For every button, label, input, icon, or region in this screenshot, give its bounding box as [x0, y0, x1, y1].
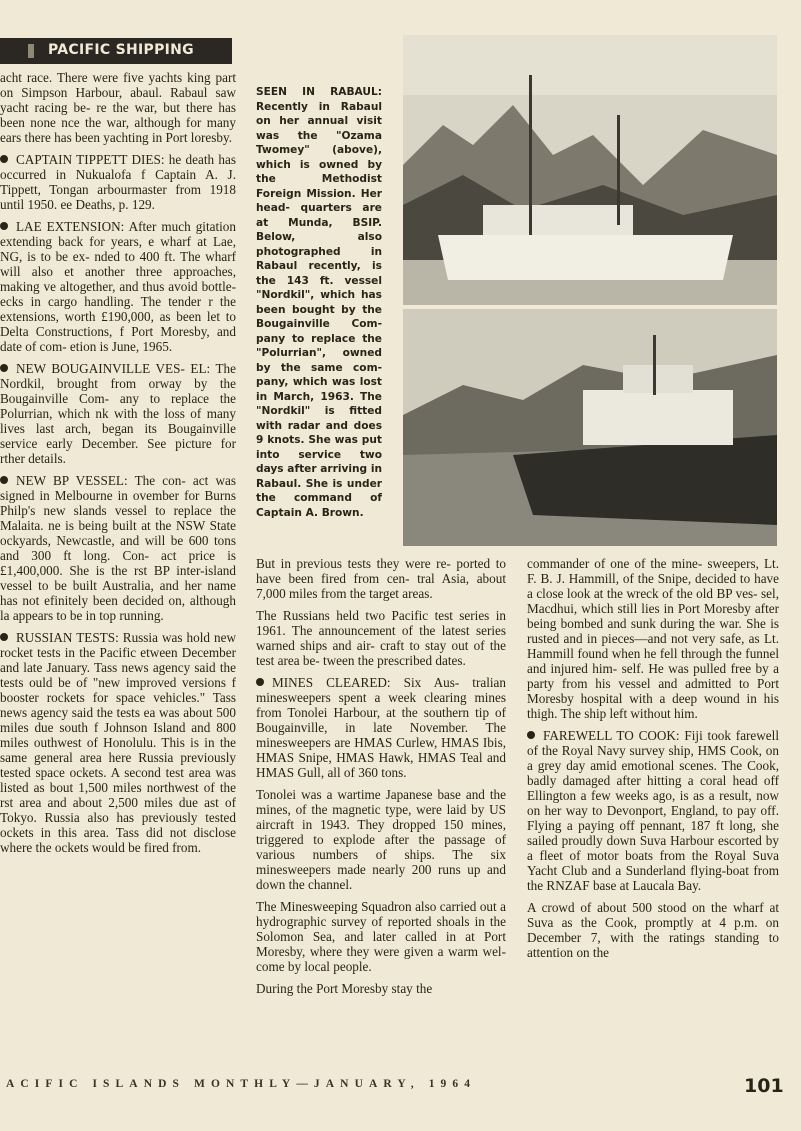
section-title: PACIFIC SHIPPING — [48, 42, 194, 58]
item-body: Fiji took farewell of the Royal Navy survey ship, HMS Cook, on a grey day amid emotional scenes. The Cook, badly damaged after hitting a coral head off Ellington a few weeks ago, is as a result, now on her way to Devonport, England, to pay off. Flying a paying off pennant, 187 ft long, she sailed proudly down Suva Harbour escorted by a fleet of motor boats from the Royal Suva Yacht Club and a Sunderland flying-boat from the RNZAF base at Laucala Bay. — [527, 728, 779, 893]
news-item — [0, 361, 236, 466]
page-footer — [0, 1072, 801, 1102]
paragraph: The Russians held two Pacific test series in 1961. The announcement of the latest series warned ships and air- craft to stay out of the test area be- tween the prescribed dates. — [256, 608, 506, 668]
item-heading: RUSSIAN TESTS: — [16, 630, 119, 645]
news-item — [0, 630, 236, 855]
item-heading: CAPTAIN TIPPETT DIES: — [16, 152, 165, 167]
bullet-icon — [256, 678, 264, 686]
bullet-icon — [0, 476, 8, 484]
paragraph: A crowd of about 500 stood on the wharf at Suva as the Cook, promptly at 4 p.m. on December 7, with the ratings standing to attention on the — [527, 900, 779, 960]
bullet-icon — [0, 222, 8, 230]
item-heading: NEW BOUGAINVILLE VES- EL: — [16, 361, 211, 376]
ships-photograph — [403, 35, 777, 546]
banner-accent — [28, 44, 34, 58]
intro-paragraph: acht race. There were five yachts king part on Simpson Harbour, abaul. Rabaul saw yacht racing be- re the war, but there has been none nce the war, although for many ears there has been yachting in Port loresby. — [0, 70, 236, 145]
section-banner — [0, 38, 232, 64]
middle-column — [256, 556, 506, 1066]
photo-caption: SEEN IN RABAUL: Recently in Rabaul on her annual visit was the "Ozama Twomey" (above), which is owned by the Methodist Foreign Mission. Her head- quarters are at Munda, BSIP. Below, also photographed in Rabaul recently, is the 143 ft. vessel "Nordkil", which has been bought by the Bougainville Com- pany to replace the "Polurrian", owned by the same com- pany, which was lost in March, 1963. The "Nordkil" is fitted with radar and does 9 knots. She was put into service two days after arriving in Rabaul. She is under the command of Captain A. Brown. — [256, 86, 382, 519]
item-body: After much gitation extending back for years, e wharf at Lae, NG, is to be ex- nded to 400 ft. The wharf will also et another three approaches, making ve altogether, and thus avoid bottle- ecks in cargo handling. The tender r the extensions, worth £190,000, as been let to Delta Constructions, f Port Moresby, and date of com- etion is June, 1965. — [0, 219, 236, 354]
paragraph: commander of one of the mine- sweepers, Lt. F. B. J. Hammill, of the Snipe, decided to have a close look at the wreck of the old BP ves- sel, Macdhui, which still lies in Port Moresby after being bombed and sunk during the war. She is rusted and in pieces—and not very safe, as Lt. Hammill found when he fell through the funnel and injured him- self. He was pulled free by a party from his vessel and admitted to Port Moresby hospital with a deep wound in his thigh. The ship left without him. — [527, 556, 779, 721]
left-column — [0, 70, 236, 1065]
paragraph: The Minesweeping Squadron also carried out a hydrographic survey of reported shoals in the Solomon Sea, and later called in at Port Moresby, where they were given a warm wel- come by local people. — [256, 899, 506, 974]
bullet-icon — [0, 364, 8, 372]
publication-line: ACIFIC ISLANDS MONTHLY—JANUARY, 1964 — [6, 1078, 477, 1090]
paragraph: But in previous tests they were re- ported to have been fired from cen- tral Asia, about 7,000 miles from the target areas. — [256, 556, 506, 601]
item-heading: FAREWELL TO COOK: — [543, 728, 680, 743]
right-column — [527, 556, 779, 1066]
bullet-icon — [0, 155, 8, 163]
item-body: he death has occurred in Nukualofa f Captain A. J. Tippett, Tongan arbourmaster from 1918 until 1950. ee Deaths, p. 129. — [0, 152, 236, 212]
item-body: The con- act was signed in Melbourne in ovember for Burns Philp's new slands vessel to replace the Malaita. ne is being built at the NSW State ockyards, Newcastle, and will be 600 tons and 300 ft long. Con- act price is £1,400,000. She is the rst BP inter-island vessel to be built Australia, and her name has not efinitely been decided on, although la appears to be in top running. — [0, 473, 236, 623]
paragraph: Tonolei was a wartime Japanese base and the mines, of the magnetic type, were laid by US aircraft in 1943. They dropped 150 mines, triggered to explode after the passage of various numbers of ships. The six minesweepers made nearly 200 runs up and down the channel. — [256, 787, 506, 892]
news-item — [527, 728, 779, 893]
news-item — [256, 675, 506, 780]
item-body: Six Aus- tralian minesweepers spent a week clearing mines from Tonolei Harbour, at the southern tip of Bougainville, in late November. The minesweepers are HMAS Curlew, HMAS Ibis, HMAS Snipe, HMAS Hawk, HMAS Teal and HMAS Gull, all of 360 tons. — [256, 675, 506, 780]
item-heading: MINES CLEARED: — [272, 675, 391, 690]
page-number: 101 — [744, 1075, 784, 1097]
item-body: Russia was hold new rocket tests in the Pacific etween December and late January. Tass news agency said the tests ould be of "new improved versions f booster rockets for space vehicles." Tass news agency said the tests ea was about 500 miles due south f Johnson Island and 800 miles outhwest of Honolulu. This is in the same general area here Russia previously tested space ockets. A second test area was listed as bout 1,500 miles northwest of the rst area and about 2,500 miles due ast of Tokyo. Russia also has previously tested ockets in this area. Tass did not disclose where the ockets would be fired from. — [0, 630, 236, 855]
news-item — [0, 152, 236, 212]
item-heading: LAE EXTENSION: — [16, 219, 125, 234]
item-heading: NEW BP VESSEL: — [16, 473, 128, 488]
item-body: The Nordkil, brought from orway by the Bougainville Com- any to replace the Polurrian, which nk with the loss of many lives last arch, began its Bougainville service early December. See picture for rther details. — [0, 361, 236, 466]
ships-photo-illustration — [403, 35, 777, 546]
news-item — [0, 473, 236, 623]
bullet-icon — [0, 633, 8, 641]
news-item — [0, 219, 236, 354]
paragraph: During the Port Moresby stay the — [256, 981, 433, 996]
bullet-icon — [527, 731, 535, 739]
